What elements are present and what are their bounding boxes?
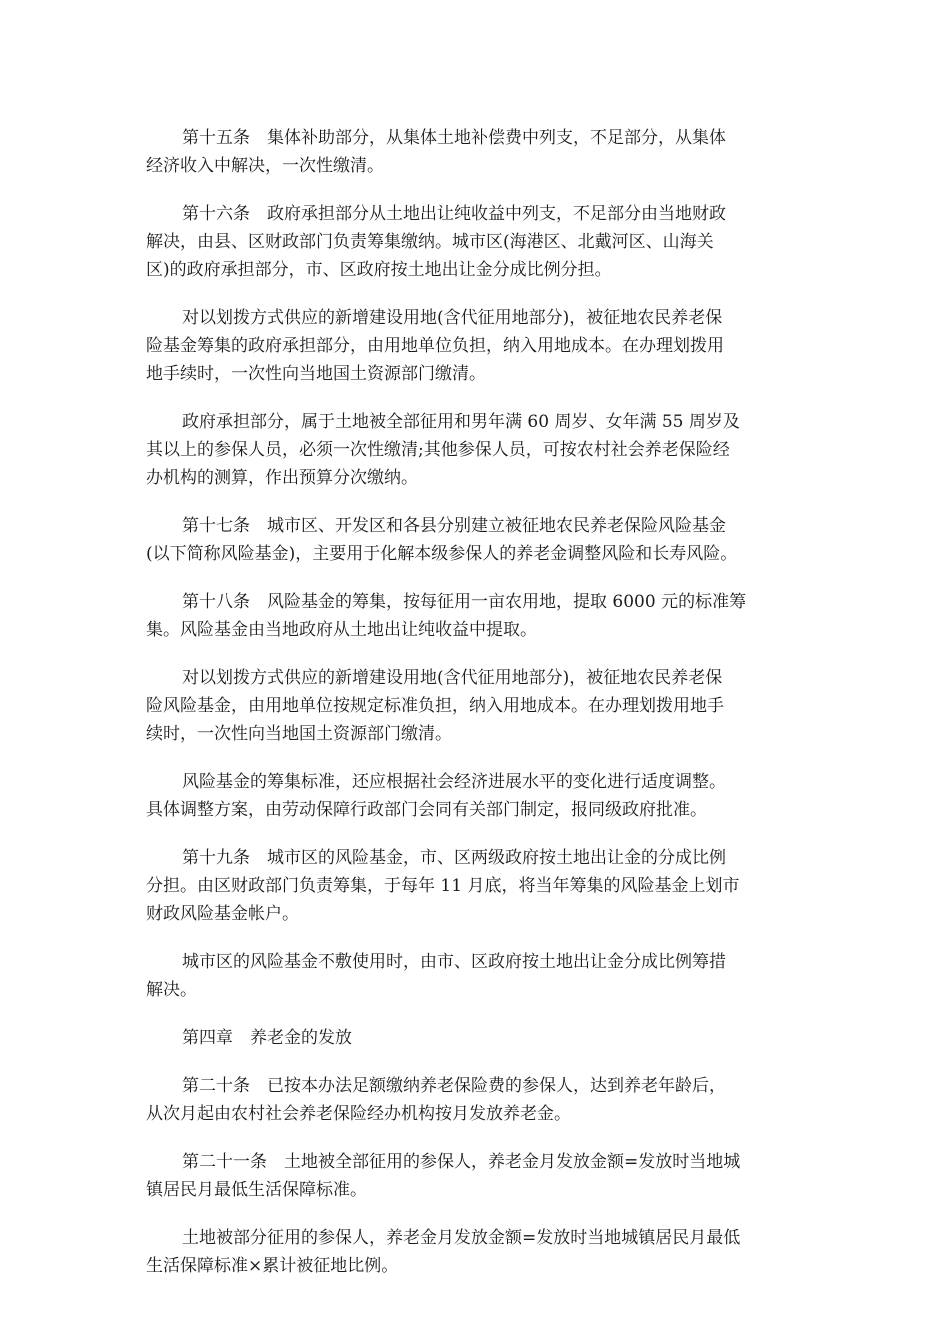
paragraph-article-15: [146, 124, 806, 180]
chapter-title: 第四章 养老金的发放: [182, 1028, 352, 1048]
paragraph-line: 具体调整方案，由劳动保障行政部门会同有关部门制定，报同级政府批准。: [146, 800, 707, 820]
paragraph-line: 对以划拨方式供应的新增建设用地(含代征用地部分)，被征地农民养老保: [182, 308, 723, 328]
paragraph-line: (以下简称风险基金)，主要用于化解本级参保人的养老金调整风险和长寿风险。: [146, 544, 738, 564]
paragraph-allocated-land-risk-fund: [146, 664, 806, 748]
paragraph-line: 区)的政府承担部分，市、区政府按土地出让金分成比例分担。: [146, 260, 612, 280]
paragraph-line: 集。风险基金由当地政府从土地出让纯收益中提取。: [146, 620, 537, 640]
paragraph-line: 险风险基金，由用地单位按规定标准负担，纳入用地成本。在办理划拨用地手: [146, 696, 724, 716]
paragraph-line: 第十七条 城市区、开发区和各县分别建立被征地农民养老保险风险基金: [182, 516, 726, 536]
paragraph-line: 其以上的参保人员，必须一次性缴清;其他参保人员，可按农村社会养老保险经: [146, 440, 730, 460]
paragraph-line: 财政风险基金帐户。: [146, 904, 299, 924]
paragraph-line: 第十六条 政府承担部分从土地出让纯收益中列支，不足部分由当地财政: [182, 204, 726, 224]
paragraph-partial-expropriation: [146, 1224, 806, 1280]
paragraph-article-16: [146, 200, 806, 284]
paragraph-line: 政府承担部分，属于土地被全部征用和男年满 60 周岁、女年满 55 周岁及: [182, 412, 740, 432]
paragraph-line: 经济收入中解决，一次性缴清。: [146, 156, 384, 176]
paragraph-risk-fund-shortfall: [146, 948, 806, 1004]
paragraph-line: 第十五条 集体补助部分，从集体土地补偿费中列支，不足部分，从集体: [182, 128, 726, 148]
paragraph-line: 险基金筹集的政府承担部分，由用地单位负担，纳入用地成本。在办理划拨用: [146, 336, 724, 356]
paragraph-line: 办机构的测算，作出预算分次缴纳。: [146, 468, 418, 488]
paragraph-article-17: [146, 512, 806, 568]
paragraph-article-18: [146, 588, 806, 644]
paragraph-allocated-land-pension: [146, 304, 806, 388]
paragraph-line: 地手续时，一次性向当地国土资源部门缴清。: [146, 364, 486, 384]
paragraph-article-21: [146, 1148, 806, 1204]
paragraph-line: 第二十一条 土地被全部征用的参保人，养老金月发放金额=发放时当地城: [182, 1152, 741, 1172]
paragraph-line: 城市区的风险基金不敷使用时，由市、区政府按土地出让金分成比例筹措: [182, 952, 726, 972]
paragraph-line: 镇居民月最低生活保障标准。: [146, 1180, 367, 1200]
paragraph-line: 生活保障标准×累计被征地比例。: [146, 1256, 399, 1276]
paragraph-line: 对以划拨方式供应的新增建设用地(含代征用地部分)，被征地农民养老保: [182, 668, 723, 688]
paragraph-line: 土地被部分征用的参保人，养老金月发放金额=发放时当地城镇居民月最低: [182, 1228, 741, 1248]
paragraph-line: 解决，由县、区财政部门负责筹集缴纳。城市区(海港区、北戴河区、山海关: [146, 232, 714, 252]
chapter-heading: [146, 1024, 806, 1052]
paragraph-line: 第二十条 已按本办法足额缴纳养老保险费的参保人，达到养老年龄后，: [182, 1076, 726, 1096]
paragraph-line: 续时，一次性向当地国土资源部门缴清。: [146, 724, 452, 744]
paragraph-article-20: [146, 1072, 806, 1128]
paragraph-line: 分担。由区财政部门负责筹集，于每年 11 月底，将当年筹集的风险基金上划市: [146, 876, 740, 896]
paragraph-article-19: [146, 844, 806, 928]
paragraph-line: 第十八条 风险基金的筹集，按每征用一亩农用地，提取 6000 元的标准筹: [182, 592, 747, 612]
document-body: [146, 124, 806, 1300]
paragraph-line: 风险基金的筹集标准，还应根据社会经济进展水平的变化进行适度调整。: [182, 772, 726, 792]
paragraph-line: 从次月起由农村社会养老保险经办机构按月发放养老金。: [146, 1104, 571, 1124]
paragraph-line: 解决。: [146, 980, 197, 1000]
paragraph-government-share: [146, 408, 806, 492]
paragraph-line: 第十九条 城市区的风险基金，市、区两级政府按土地出让金的分成比例: [182, 848, 726, 868]
paragraph-risk-fund-adjustment: [146, 768, 806, 824]
